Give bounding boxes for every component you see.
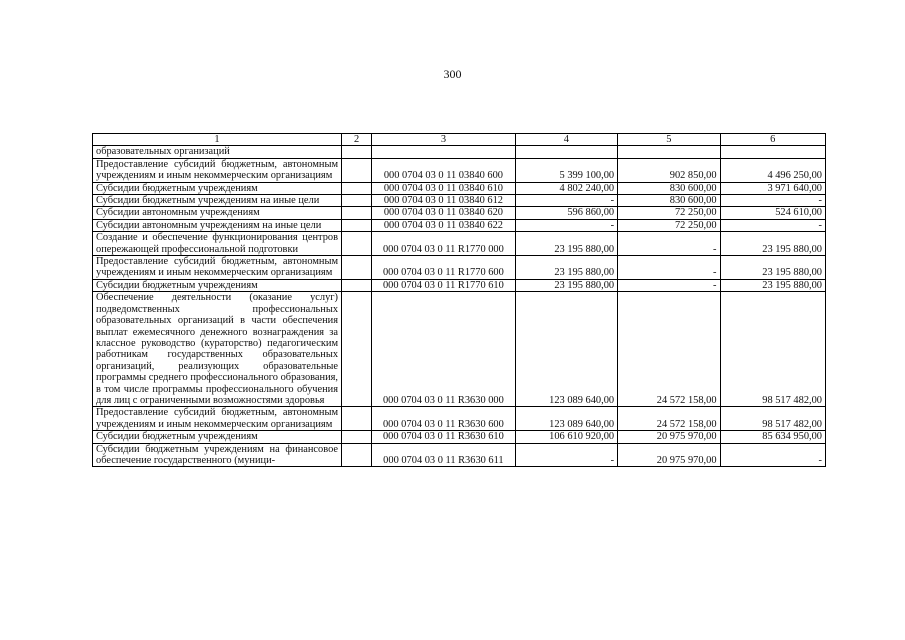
header-col-1: 1 (93, 134, 342, 146)
row-name: Субсидии бюджетным учреждениям на иные цели (93, 195, 342, 207)
row-code: 000 0704 03 0 11 03840 600 (372, 158, 516, 182)
row-name: Субсидии бюджетным учреждениям (93, 182, 342, 194)
row-value-col-4: 23 195 880,00 (515, 232, 617, 256)
row-value-col-6: 4 496 250,00 (720, 158, 825, 182)
row-col-2 (342, 219, 372, 231)
table-row (93, 279, 826, 291)
table-row (93, 158, 826, 182)
row-name: Субсидии автономным учреждениям на иные цели (93, 219, 342, 231)
row-value-col-5: 20 975 970,00 (618, 443, 720, 467)
row-name: Создание и обеспечение функционирования центров опережающей профессиональной подготовки (93, 232, 342, 256)
row-code: 000 0704 03 0 11 R1770 610 (372, 279, 516, 291)
header-col-3: 3 (372, 134, 516, 146)
page-number: 300 (443, 67, 462, 81)
row-code: 000 0704 03 0 11 R3630 000 (372, 292, 516, 407)
row-value-col-4: 5 399 100,00 (515, 158, 617, 182)
row-value-col-5: 24 572 158,00 (618, 407, 720, 431)
row-value-col-4: - (515, 195, 617, 207)
row-value-col-4 (515, 146, 617, 158)
row-col-2 (342, 407, 372, 431)
table-row (93, 256, 826, 280)
row-value-col-4: 106 610 920,00 (515, 431, 617, 443)
row-value-col-4: 4 802 240,00 (515, 182, 617, 194)
row-name: Субсидии бюджетным учреждениям на финансовое обеспечение государственного (муници- (93, 443, 342, 467)
row-value-col-4: 596 860,00 (515, 207, 617, 219)
row-value-col-4: - (515, 219, 617, 231)
row-code: 000 0704 03 0 11 R1770 600 (372, 256, 516, 280)
row-code: 000 0704 03 0 11 03840 620 (372, 207, 516, 219)
row-col-2 (342, 207, 372, 219)
table-row (93, 443, 826, 467)
row-value-col-6: 23 195 880,00 (720, 256, 825, 280)
row-code: 000 0704 03 0 11 03840 612 (372, 195, 516, 207)
row-col-2 (342, 256, 372, 280)
row-value-col-4: 123 089 640,00 (515, 407, 617, 431)
row-name: образовательных организаций (93, 146, 342, 158)
row-value-col-6: 85 634 950,00 (720, 431, 825, 443)
header-col-6: 6 (720, 134, 825, 146)
row-value-col-6: 23 195 880,00 (720, 279, 825, 291)
row-value-col-5: - (618, 279, 720, 291)
row-col-2 (342, 279, 372, 291)
row-col-2 (342, 232, 372, 256)
header-col-5: 5 (618, 134, 720, 146)
table-row (93, 182, 826, 194)
row-value-col-6: 524 610,00 (720, 207, 825, 219)
row-col-2 (342, 443, 372, 467)
row-code: 000 0704 03 0 11 R1770 000 (372, 232, 516, 256)
table-row (93, 232, 826, 256)
row-value-col-4: 23 195 880,00 (515, 279, 617, 291)
table-row (93, 431, 826, 443)
row-col-2 (342, 146, 372, 158)
row-value-col-4: - (515, 443, 617, 467)
row-name: Предоставление субсидий бюджетным, автономным учреждениям и иным некоммерческим организациям (93, 407, 342, 431)
row-col-2 (342, 182, 372, 194)
row-name: Предоставление субсидий бюджетным, автономным учреждениям и иным некоммерческим организациям (93, 158, 342, 182)
table-row (93, 146, 826, 158)
row-code: 000 0704 03 0 11 R3630 611 (372, 443, 516, 467)
row-value-col-4: 123 089 640,00 (515, 292, 617, 407)
row-value-col-5 (618, 146, 720, 158)
row-col-2 (342, 158, 372, 182)
budget-table (92, 133, 826, 467)
header-col-2: 2 (342, 134, 372, 146)
row-code: 000 0704 03 0 11 R3630 610 (372, 431, 516, 443)
row-value-col-6: 3 971 640,00 (720, 182, 825, 194)
row-value-col-6 (720, 146, 825, 158)
row-col-2 (342, 195, 372, 207)
table-row (93, 195, 826, 207)
table-header-row (93, 134, 826, 146)
row-value-col-5: 20 975 970,00 (618, 431, 720, 443)
row-col-2 (342, 292, 372, 407)
table-row (93, 292, 826, 407)
row-name: Субсидии бюджетным учреждениям (93, 279, 342, 291)
row-name: Обеспечение деятельности (оказание услуг) подведомственных профессиональных образовательных организаций в части обеспечения выплат ежемесячного денежного вознаграждения за классное руководство (кураторство) педагогическим работникам государственных образовательных организаций, реализующих образовательные программы среднего профессионального образования, в том числе программы профессионального обучения для лиц с ограниченными возможностями здоровья (93, 292, 342, 407)
row-value-col-6: 23 195 880,00 (720, 232, 825, 256)
row-value-col-6: 98 517 482,00 (720, 292, 825, 407)
row-value-col-6: 98 517 482,00 (720, 407, 825, 431)
header-col-4: 4 (515, 134, 617, 146)
row-code: 000 0704 03 0 11 03840 622 (372, 219, 516, 231)
row-value-col-5: 72 250,00 (618, 207, 720, 219)
row-value-col-6: - (720, 443, 825, 467)
row-value-col-5: - (618, 232, 720, 256)
table-row (93, 407, 826, 431)
row-value-col-4: 23 195 880,00 (515, 256, 617, 280)
row-value-col-5: 902 850,00 (618, 158, 720, 182)
table-row (93, 207, 826, 219)
row-value-col-6: - (720, 195, 825, 207)
row-code: 000 0704 03 0 11 03840 610 (372, 182, 516, 194)
row-value-col-5: 24 572 158,00 (618, 292, 720, 407)
row-name: Предоставление субсидий бюджетным, автономным учреждениям и иным некоммерческим организациям (93, 256, 342, 280)
row-value-col-5: 830 600,00 (618, 182, 720, 194)
row-name: Субсидии автономным учреждениям (93, 207, 342, 219)
row-code: 000 0704 03 0 11 R3630 600 (372, 407, 516, 431)
row-value-col-6: - (720, 219, 825, 231)
row-col-2 (342, 431, 372, 443)
row-name: Субсидии бюджетным учреждениям (93, 431, 342, 443)
row-value-col-5: 830 600,00 (618, 195, 720, 207)
row-value-col-5: - (618, 256, 720, 280)
row-code (372, 146, 516, 158)
table-row (93, 219, 826, 231)
row-value-col-5: 72 250,00 (618, 219, 720, 231)
